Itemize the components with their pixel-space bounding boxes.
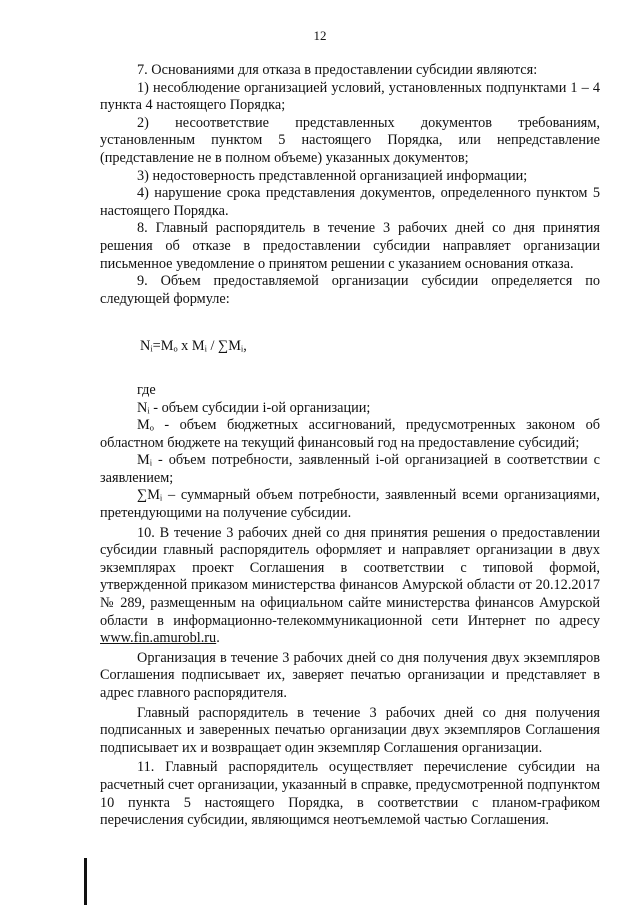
definition-mi: Mᵢ - объем потребности, заявленный i-ой организацией в соответствии с заявлением; [100,452,600,486]
item-7-point-3: 3) недостоверность представленной организацией информации; [137,167,528,184]
organization-paragraph: Организация в течение 3 рабочих дней со дня получения двух экземпляров Соглашения подписывает их, заверяет печатью организации и представляет в адрес главного распорядителя. [100,649,600,701]
subsidy-formula: Nᵢ=Mₒ x Mᵢ / ∑Mᵢ, [140,338,247,355]
scan-edge-mark [84,858,87,905]
ministry-website-link[interactable]: www.fin.amurobl.ru [100,630,217,647]
where-label: где [137,381,156,398]
item-10-text: 10. В течение 3 рабочих дней со дня принятия решения о предоставлении субсидии главный распорядитель оформляет и направляет организации в двух экземплярах проект Соглашения в соответствии с типовой формой, утвержденной приказом министерства финансов Амурской области от 20.12.2017 № 289, размещенным на официальном сайте министерства финансов Амурской области в информационно-телекоммуникационной сети Интернет по адресу [100,524,600,629]
item-8: 8. Главный распорядитель в течение 3 рабочих дней со дня принятия решения об отказе в предоставлении субсидии направляет организации письменное уведомление о принятом решении с указанием основания отказа. [100,220,600,272]
page-number: 12 [313,28,327,43]
item-9: 9. Объем предоставляемой организации субсидии определяется по следующей формуле: [100,273,600,307]
item-10 [100,525,600,648]
item-7-title: 7. Основаниями для отказа в предоставлении субсидии являются: [137,62,538,78]
item-7-point-1: 1) несоблюдение организацией условий, установленных подпунктами 1 – 4 пункта 4 настоящего Порядка; [100,79,600,114]
definition-sum-mi: ∑Mᵢ – суммарный объем потребности, заявленный всеми организациями, претендующими на получение субсидии. [100,487,600,522]
main-distributor-paragraph: Главный распорядитель в течение 3 рабочих дней со дня получения подписанных и заверенных печатью организации двух экземпляров Соглашения подписывает их и возвращает один экземпляр Соглашения организации. [100,704,600,756]
document-body [100,62,600,830]
item-10-end: . [216,630,220,647]
definition-ni: Nᵢ - объем субсидии i-ой организации; [137,399,371,416]
item-7-point-2: 2) несоответствие представленных документов требованиям, установленным пунктом 5 настоящего Порядка, или непредставление (представление не в полном объеме) указанных документов; [100,114,600,166]
item-7-point-4: 4) нарушение срока представления документов, определенного пунктом 5 настоящего Порядка. [100,185,600,219]
definition-mo: Mₒ - объем бюджетных ассигнований, предусмотренных законом об областном бюджете на текущий финансовый год на предоставление субсидий; [100,417,600,451]
item-11: 11. Главный распорядитель осуществляет перечисление субсидии на расчетный счет организации, указанный в справке, предусмотренной подпунктом 10 пункта 5 настоящего Порядка, в соответствии с планом-графиком перечисления субсидии, являющимся неотъемлемой частью Соглашения. [100,759,600,829]
